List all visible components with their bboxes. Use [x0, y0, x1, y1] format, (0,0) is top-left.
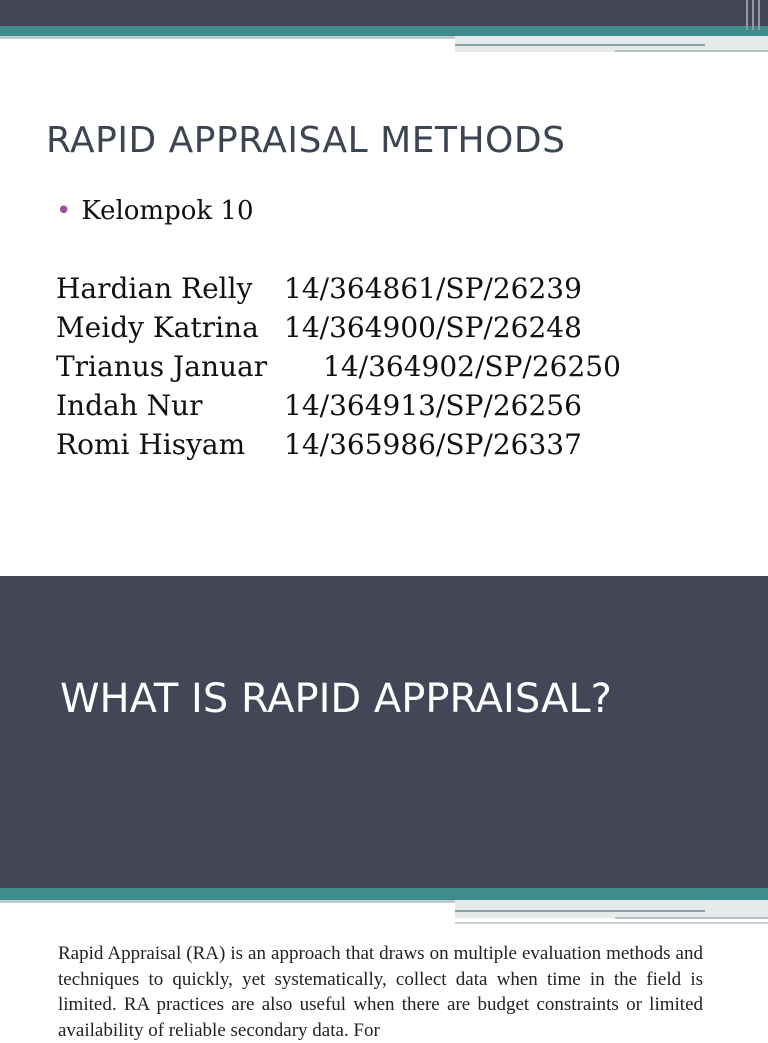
member-id: 14/364900/SP/26248	[284, 311, 582, 344]
decorative-bar	[455, 900, 768, 918]
group-label: Kelompok 10	[81, 196, 254, 226]
decorative-vertical-line	[758, 0, 760, 30]
slide-definition	[0, 888, 768, 1041]
decorative-line	[455, 44, 705, 46]
decorative-line	[615, 50, 768, 52]
slide-accent-stripe	[0, 888, 768, 900]
member-id: 14/364913/SP/26256	[284, 389, 582, 422]
definition-paragraph: Rapid Appraisal (RA) is an approach that draws on multiple evaluation methods and techniques to quickly, yet systematically, collect data when time in the field is limited. RA practices are also useful when there are budget constraints or limited availability of reliable secondary data. For	[58, 943, 703, 1041]
member-name: Meidy Katrina	[56, 311, 259, 344]
slide-header-band	[0, 0, 768, 26]
bullet-icon: •	[56, 196, 72, 226]
decorative-vertical-line	[746, 0, 748, 30]
decorative-line	[615, 917, 768, 919]
member-id: 14/364861/SP/26239	[284, 272, 582, 305]
member-name: Trianus Januar	[56, 350, 268, 383]
slide-title: RAPID APPRAISAL METHODS	[46, 120, 566, 161]
member-name: Romi Hisyam	[56, 428, 246, 461]
member-id: 14/364902/SP/26250	[323, 350, 621, 383]
member-id: 14/365986/SP/26337	[284, 428, 582, 461]
bullet-item	[56, 196, 253, 226]
slide-what-is-rapid-appraisal	[0, 576, 768, 888]
decorative-line	[455, 910, 705, 912]
member-name: Indah Nur	[56, 389, 203, 422]
decorative-line	[455, 922, 768, 924]
section-title: WHAT IS RAPID APPRAISAL?	[60, 676, 612, 722]
decorative-vertical-line	[752, 0, 754, 30]
slide-accent-stripe	[0, 26, 768, 36]
member-name: Hardian Relly	[56, 272, 253, 305]
